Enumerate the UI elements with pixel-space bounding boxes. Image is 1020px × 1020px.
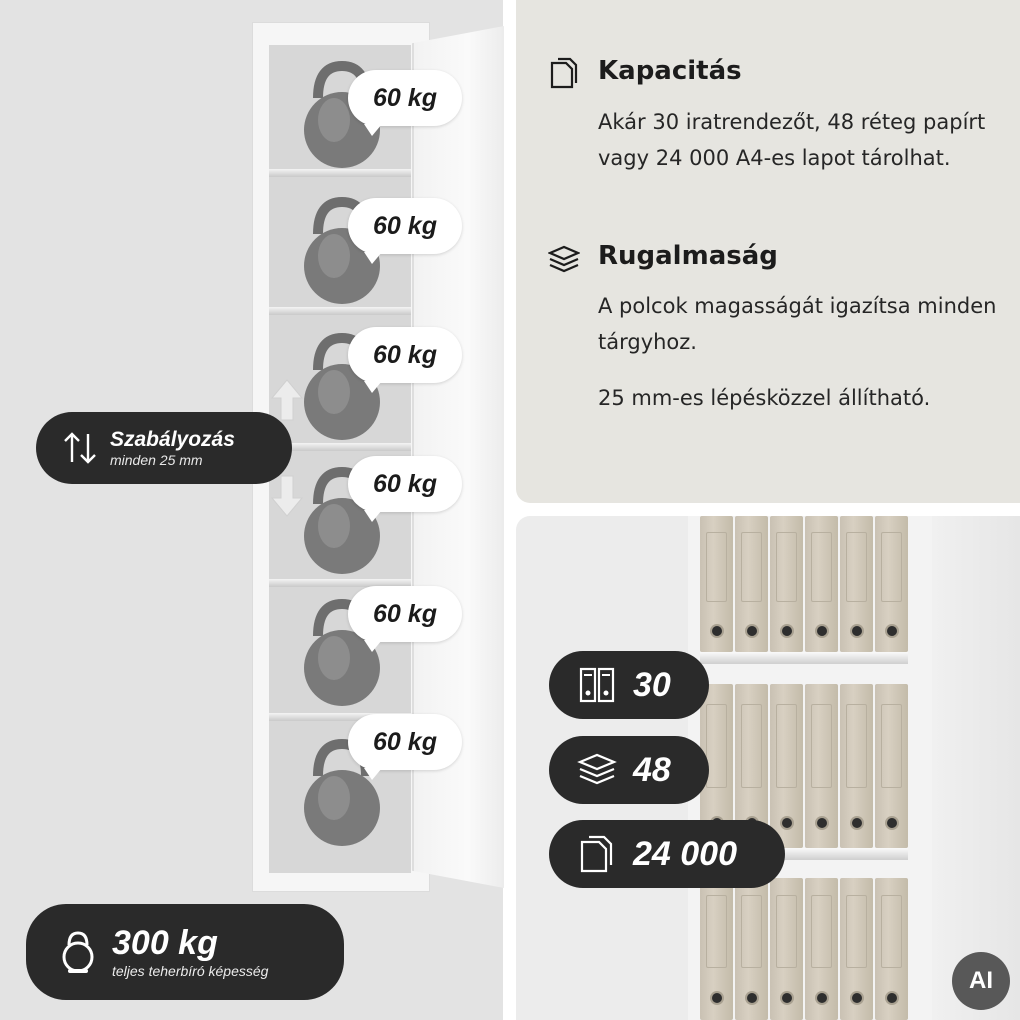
capacity-description: Akár 30 iratrendezőt, 48 réteg papírt vagy 24 000 A4-es lapot tárolhat. (598, 110, 986, 170)
binder (735, 516, 768, 652)
binder-row (700, 878, 908, 1020)
weight-label: 60 kg (348, 714, 462, 770)
paper-stack-icon (577, 750, 617, 790)
binder (700, 878, 733, 1020)
adjustment-badge (36, 412, 292, 484)
binder (840, 878, 873, 1020)
binder-row (700, 516, 908, 652)
sheets-count: 24 000 (633, 834, 737, 873)
up-down-arrows-icon (60, 428, 100, 468)
paper-layers-stat-badge (549, 736, 709, 804)
cabinet-side (932, 516, 1020, 1020)
weight-label: 60 kg (348, 456, 462, 512)
weight-label: 60 kg (348, 70, 462, 126)
binder (770, 684, 803, 848)
adjustment-title: Szabályozás (110, 427, 235, 451)
load-capacity-subtitle: teljes teherbíró képesség (112, 963, 269, 979)
flexibility-heading: Rugalmaság (598, 241, 778, 271)
binders-icon (577, 665, 617, 705)
binder (875, 516, 908, 652)
binder (805, 516, 838, 652)
adjustment-subtitle: minden 25 mm (110, 451, 203, 468)
binder (805, 878, 838, 1020)
documents-icon (548, 57, 580, 89)
ai-badge: AI (952, 952, 1010, 1010)
layers-icon (548, 243, 580, 275)
binders-count: 30 (633, 665, 671, 704)
shelf (269, 307, 411, 315)
binder (875, 878, 908, 1020)
binders-stat-badge (549, 651, 709, 719)
binder (770, 516, 803, 652)
binder (840, 684, 873, 848)
weight-label: 60 kg (348, 327, 462, 383)
binder (805, 684, 838, 848)
binder (840, 516, 873, 652)
arrow-down-icon (268, 474, 306, 520)
shelf (700, 652, 908, 664)
binder (875, 684, 908, 848)
arrow-up-icon (268, 376, 306, 422)
kettlebell-icon (58, 929, 98, 975)
binder (735, 878, 768, 1020)
weight-label: 60 kg (348, 198, 462, 254)
flexibility-description: A polcok magasságát igazítsa minden tárgyhoz. (598, 294, 997, 354)
binder (700, 516, 733, 652)
binder (770, 878, 803, 1020)
sheets-stat-badge (549, 820, 785, 888)
capacity-heading: Kapacitás (598, 56, 742, 86)
load-capacity-badge (26, 904, 344, 1000)
load-capacity-value: 300 kg (112, 924, 218, 962)
weight-label: 60 kg (348, 586, 462, 642)
paper-layers-count: 48 (633, 750, 671, 789)
documents-icon (577, 834, 617, 874)
shelf (269, 169, 411, 177)
flexibility-step-note: 25 mm-es lépésközzel állítható. (598, 386, 931, 410)
